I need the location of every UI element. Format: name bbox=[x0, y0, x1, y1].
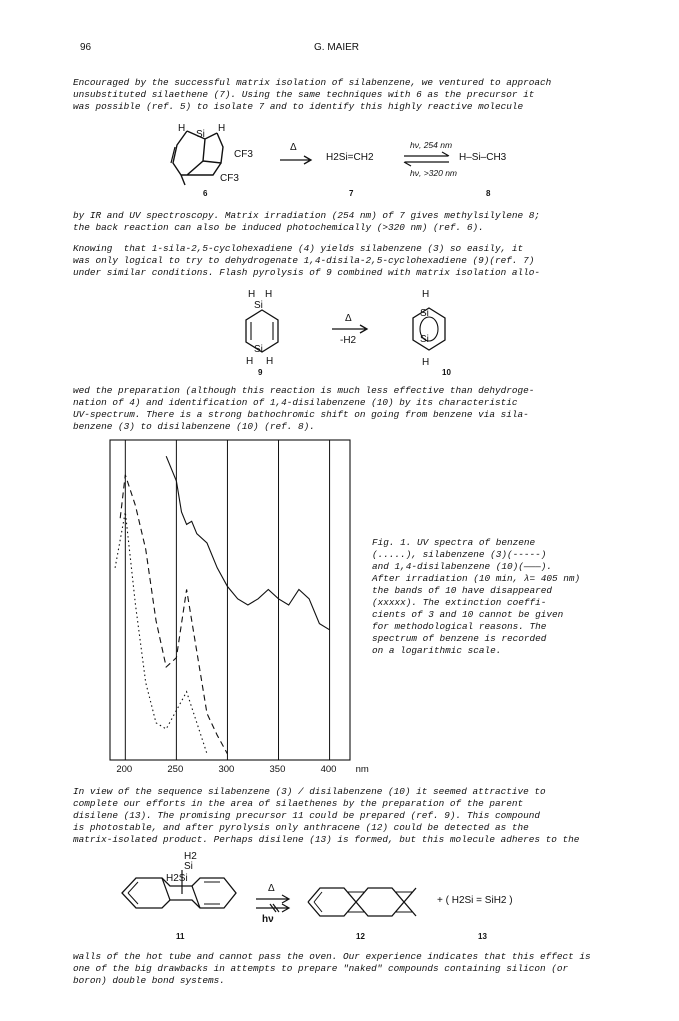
compound-number: 8 bbox=[486, 189, 491, 198]
text-line: disilene (13). The promising precursor 11 could be prepared (ref. 9). This compound bbox=[73, 810, 540, 821]
caption-line: for methodological reasons. The bbox=[372, 621, 547, 632]
cf3-label: CF3 bbox=[220, 173, 239, 184]
text-line: boron) double bond systems. bbox=[73, 975, 225, 986]
h2si-label: H2Si bbox=[166, 873, 188, 884]
text-line: was possible (ref. 5) to isolate 7 and to identify this highly reactive molecule bbox=[73, 101, 524, 112]
text-line: was only logical to try to dehydrogenate 1,4-disila-2,5-cyclohexadiene (9)(ref. 7) bbox=[73, 255, 535, 266]
minus-h2-label: -H2 bbox=[340, 335, 357, 346]
text-line: wed the preparation (although this reaction is much less effective than dehydroge- bbox=[73, 385, 535, 396]
text-line: walls of the hot tube and cannot pass the oven. Our experience indicates that this effect is bbox=[73, 951, 591, 962]
text-line: nation of 4) and identification of 1,4-disilabenzene (10) by its characteristic bbox=[73, 397, 518, 408]
si-label: Si bbox=[420, 308, 429, 319]
series-line bbox=[166, 456, 329, 630]
disilene-formula: + ( H2Si = SiH2 ) bbox=[437, 895, 513, 906]
caption-line: Fig. 1. UV spectra of benzene bbox=[372, 537, 536, 548]
series-line bbox=[115, 512, 207, 754]
hv-label: hν bbox=[262, 914, 274, 925]
h-label: H bbox=[422, 357, 430, 368]
text-line: benzene (3) to disilabenzene (10) (ref. 8). bbox=[73, 421, 315, 432]
delta-label: Δ bbox=[268, 883, 275, 894]
caption-line: (.....), silabenzene (3)(-----) bbox=[372, 549, 547, 560]
h-label: H bbox=[248, 289, 256, 300]
h-label: H bbox=[265, 289, 273, 300]
text-line: under similar conditions. Flash pyrolysis of 9 combined with matrix isolation allo- bbox=[73, 267, 540, 278]
h2-label: H2 bbox=[184, 851, 197, 862]
si-label: Si bbox=[420, 334, 429, 345]
reaction-arrows bbox=[256, 895, 292, 913]
h-label: H bbox=[422, 289, 430, 300]
caption-line: (xxxxx). The extinction coeffi- bbox=[372, 597, 547, 608]
compound-number: 11 bbox=[176, 932, 185, 941]
si-label: Si bbox=[254, 300, 263, 311]
cf3-label: CF3 bbox=[234, 149, 253, 160]
reaction-arrow bbox=[332, 324, 370, 334]
text-line: In view of the sequence silabenzene (3) / disilabenzene (10) it seemed attractive to bbox=[73, 786, 546, 797]
text-line: Encouraged by the successful matrix isolation of silabenzene, we ventured to approach bbox=[73, 77, 552, 88]
x-tick-label: 300 bbox=[218, 764, 235, 775]
x-tick-label: 400 bbox=[320, 764, 337, 775]
caption-line: on a logarithmic scale. bbox=[372, 645, 502, 656]
text-line: is photostable, and after pyrolysis only anthracene (12) could be detected as the bbox=[73, 822, 529, 833]
h-label: H bbox=[218, 123, 226, 134]
anthracene-structure bbox=[304, 882, 424, 922]
compound-number: 13 bbox=[478, 932, 487, 941]
compound-number: 9 bbox=[258, 368, 263, 377]
h-label: H bbox=[266, 356, 274, 367]
compound-number: 6 bbox=[203, 189, 208, 198]
compound-number: 12 bbox=[356, 932, 365, 941]
h-label: H bbox=[178, 123, 186, 134]
text-line: complete our efforts in the area of silaethenes by the preparation of the parent bbox=[73, 798, 524, 809]
compound-number: 10 bbox=[442, 368, 451, 377]
caption-line: After irradiation (10 min, λ= 405 nm) bbox=[372, 573, 581, 584]
equilibrium-arrow bbox=[404, 152, 450, 166]
text-line: matrix-isolated product. Perhaps disilene (13) is formed, but this molecule adheres to the bbox=[73, 834, 580, 845]
series-line bbox=[120, 475, 227, 754]
caption-line: spectrum of benzene is recorded bbox=[372, 633, 547, 644]
silaethene-formula: H2Si=CH2 bbox=[326, 152, 374, 163]
si-label: Si bbox=[196, 129, 205, 140]
caption-line: and 1,4-disilabenzene (10)(———). bbox=[372, 561, 553, 572]
disilabenzene-ring bbox=[409, 304, 449, 354]
text-line: unsubstituted silaethene (7). Using the same techniques with 6 as the precursor it bbox=[73, 89, 535, 100]
methylsilylene-formula: H–Si–CH3 bbox=[459, 152, 507, 163]
text-line: one of the big drawbacks in attempts to prepare "naked" compounds containing silicon (or bbox=[73, 963, 569, 974]
h-label: H bbox=[246, 356, 254, 367]
text-line: UV-spectrum. There is a strong bathochromic shift on going from benzene via sila- bbox=[73, 409, 529, 420]
x-tick-label: 200 bbox=[116, 764, 133, 775]
text-line: by IR and UV spectroscopy. Matrix irradiation (254 nm) of 7 gives methylsilylene 8; bbox=[73, 210, 540, 221]
text-line: the back reaction can also be induced photochemically (>320 nm) (ref. 6). bbox=[73, 222, 484, 233]
running-head: G. MAIER bbox=[314, 42, 360, 53]
x-tick-label: 350 bbox=[269, 764, 286, 775]
si-label: Si bbox=[254, 344, 263, 355]
irradiation-label: hν, >320 nm bbox=[410, 168, 458, 178]
page-number: 96 bbox=[80, 42, 92, 53]
caption-line: cients of 3 and 10 cannot be given bbox=[372, 609, 564, 620]
x-tick-label: 250 bbox=[167, 764, 184, 775]
si-label: Si bbox=[184, 861, 193, 872]
x-tick-label: nm bbox=[355, 764, 369, 775]
dihydroanthracene-bridged-structure bbox=[118, 868, 238, 918]
reaction-arrow bbox=[280, 155, 314, 165]
compound-number: 7 bbox=[349, 189, 354, 198]
text-line: Knowing that 1-sila-2,5-cyclohexadiene (4) yields silabenzene (3) so easily, it bbox=[73, 243, 524, 254]
irradiation-label: hν, 254 nm bbox=[410, 140, 453, 150]
chart-frame bbox=[110, 440, 350, 760]
uv-spectra-chart bbox=[110, 440, 355, 760]
caption-line: the bands of 10 have disappeared bbox=[372, 585, 553, 596]
delta-label: Δ bbox=[290, 142, 297, 153]
delta-label: Δ bbox=[345, 313, 352, 324]
